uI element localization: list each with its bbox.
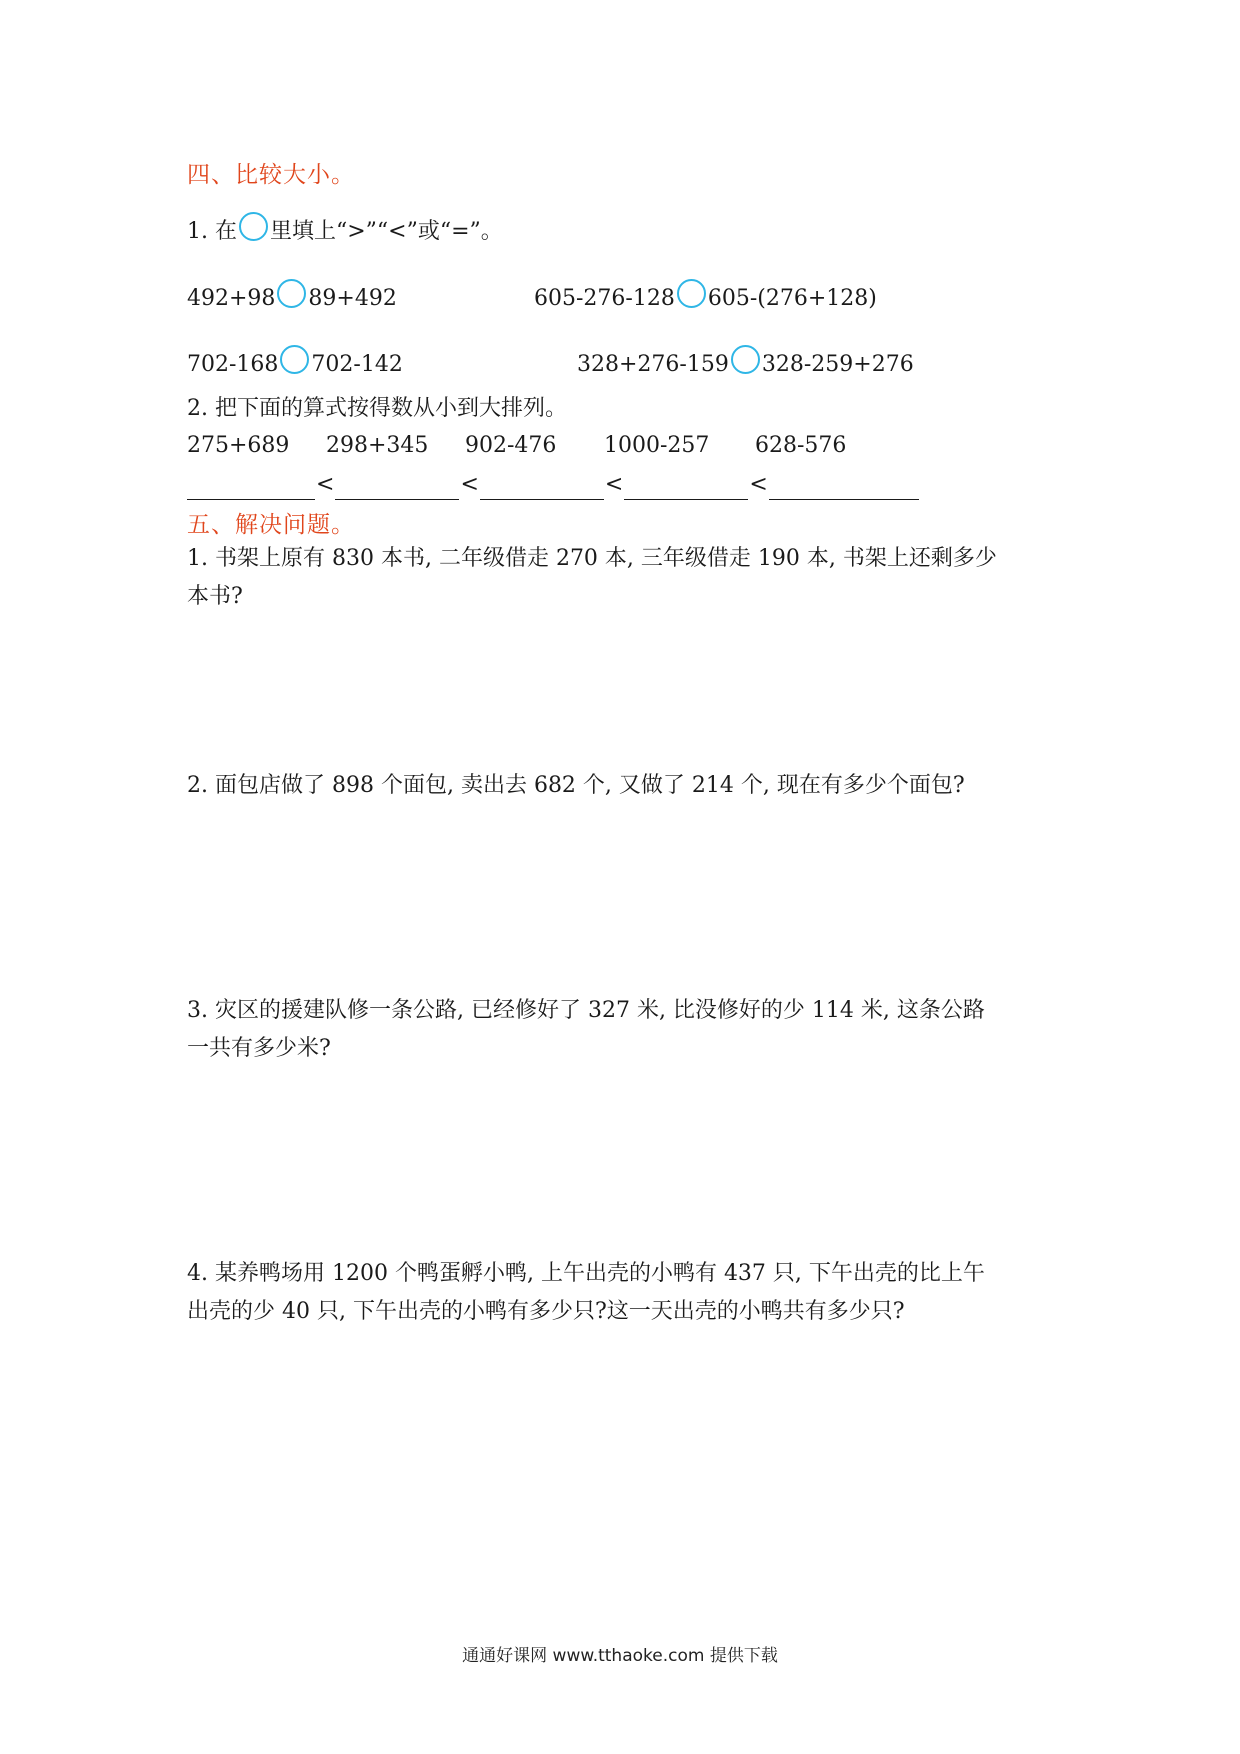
less-than-sign: < <box>749 472 768 497</box>
answer-circle-icon[interactable] <box>731 345 760 374</box>
word-problem-2 <box>187 767 965 805</box>
expression-right: 89+492 <box>308 286 397 311</box>
answer-circle-icon[interactable] <box>280 345 309 374</box>
problem-line: 4. 某养鸭场用 1200 个鸭蛋孵小鸭, 上午出壳的小鸭有 437 只, 下午出壳的比上午 <box>187 1261 985 1286</box>
section-4-title: 四、比较大小。 <box>187 162 355 188</box>
expression-left: 328+276-159 <box>577 352 729 377</box>
problem-line: 1. 书架上原有 830 本书, 二年级借走 270 本, 三年级借走 190 本, 书架上还剩多少 <box>187 546 997 571</box>
problem-line: 出壳的少 40 只, 下午出壳的小鸭有多少只?这一天出壳的小鸭共有多少只? <box>187 1299 905 1324</box>
footer-credit: 通通好课网 www.tthaoke.com 提供下载 <box>462 1646 778 1666</box>
less-than-sign: < <box>604 472 624 497</box>
instruction-prefix: 1. 在 <box>187 219 237 244</box>
answer-blank[interactable] <box>335 471 459 500</box>
expression-1: 275+689 <box>187 433 290 458</box>
problem-line: 本书? <box>187 584 243 609</box>
less-than-sign: < <box>316 472 335 497</box>
expression-left: 492+98 <box>187 286 276 311</box>
answer-blank[interactable] <box>187 471 315 500</box>
expression-5: 628-576 <box>755 433 847 458</box>
expression-3: 902-476 <box>465 433 557 458</box>
compare-item-4 <box>577 345 914 384</box>
answer-blank[interactable] <box>624 471 748 500</box>
word-problem-1 <box>187 540 997 616</box>
expression-right: 702-142 <box>311 352 403 377</box>
answer-circle-icon <box>239 212 268 241</box>
word-problem-4 <box>187 1255 985 1331</box>
less-than-sign: < <box>460 472 479 497</box>
problem-line: 2. 面包店做了 898 个面包, 卖出去 682 个, 又做了 214 个, 现在有多少个面包? <box>187 773 965 798</box>
ordering-instruction: 2. 把下面的算式按得数从小到大排列。 <box>187 396 567 421</box>
ordering-answer-row <box>187 470 919 500</box>
instruction-suffix: 里填上“>”“<”或“=”。 <box>269 219 503 244</box>
compare-instruction <box>187 212 503 251</box>
compare-item-3 <box>187 345 403 384</box>
expression-4: 1000-257 <box>604 433 710 458</box>
answer-circle-icon[interactable] <box>677 279 706 308</box>
expression-right: 605-(276+128) <box>707 286 877 311</box>
problem-line: 一共有多少米? <box>187 1036 331 1061</box>
compare-item-2 <box>534 279 877 318</box>
answer-circle-icon[interactable] <box>277 279 306 308</box>
expression-left: 702-168 <box>187 352 279 377</box>
problem-line: 3. 灾区的援建队修一条公路, 已经修好了 327 米, 比没修好的少 114 米, 这条公路 <box>187 998 985 1023</box>
compare-item-1 <box>187 279 397 318</box>
section-5-title: 五、解决问题。 <box>187 512 355 538</box>
answer-blank[interactable] <box>769 471 919 500</box>
expression-right: 328-259+276 <box>761 352 914 377</box>
answer-blank[interactable] <box>480 471 604 500</box>
expression-left: 605-276-128 <box>534 286 675 311</box>
word-problem-3 <box>187 992 985 1068</box>
expression-2: 298+345 <box>326 433 429 458</box>
